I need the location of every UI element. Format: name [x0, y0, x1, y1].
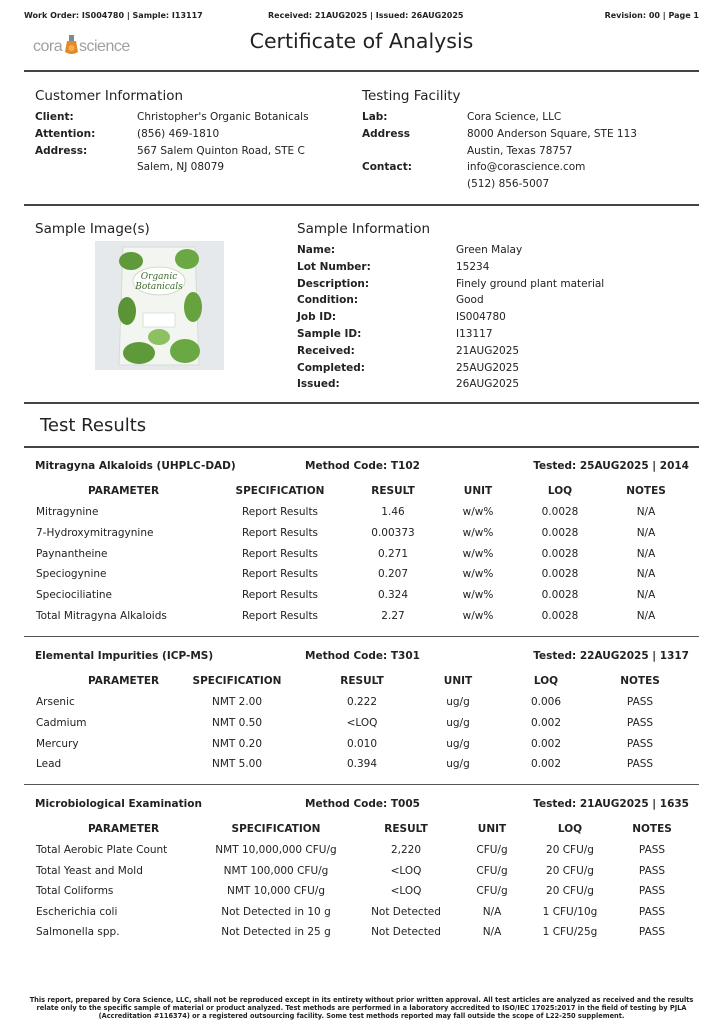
table-cell: Escherichia coli — [36, 905, 118, 918]
test-results-title: Test Results — [40, 415, 147, 436]
customer-field-label: Client: — [35, 111, 74, 123]
table-cell: w/w% — [462, 526, 494, 539]
table-cell: Not Detected in 25 g — [221, 926, 331, 939]
svg-text:science: science — [79, 38, 130, 55]
sample-field-value: 25AUG2025 — [456, 361, 520, 374]
table-cell: PASS — [638, 926, 666, 939]
table-cell: NMT 5.00 — [211, 758, 263, 771]
column-header: UNIT — [477, 823, 507, 835]
received-issued-label: Received: 21AUG2025 | Issued: 26AUG2025 — [268, 11, 464, 20]
sample-field-label: Completed: — [297, 361, 365, 374]
sample-product-image — [95, 241, 224, 370]
sample-field-value: Good — [456, 294, 484, 307]
facility-field-value: Austin, Texas 78757 — [467, 145, 573, 157]
footer-disclaimer: This report, prepared by Cora Science, LLC, shall not be reproduced except in its entirety without prior written approval. All test articles are analyzed as received and the results relate only to the specific sample of material or product analyzed. Test methods are performed in a laboratory accredited to ISO/IEC 17025:2017 in the field of testing by PJLA (Accreditation #116374) or a registered outsourcing facility. Some test methods reported may fall outside the scope of L22-250 supplement. — [29, 996, 694, 1020]
table-cell: Lead — [36, 758, 62, 771]
table-cell: w/w% — [462, 568, 494, 581]
table-cell: N/A — [636, 610, 656, 622]
bag-brand-line2: Botanicals — [135, 282, 183, 292]
table-cell: 0.271 — [377, 547, 409, 560]
table-cell: w/w% — [462, 610, 494, 622]
table-cell: 0.0028 — [541, 547, 579, 560]
table-title: Mitragyna Alkaloids (UHPLC-DAD) — [35, 460, 236, 472]
sample-field-label: Sample ID: — [297, 328, 362, 340]
table-cell: <LOQ — [346, 716, 378, 729]
table-cell: Paynantheine — [36, 547, 108, 560]
column-header: NOTES — [620, 675, 660, 687]
table-cell: 0.0028 — [541, 589, 579, 602]
table-cell: <LOQ — [390, 885, 422, 898]
table-cell: NMT 2.00 — [211, 696, 263, 708]
table-cell: 0.222 — [346, 696, 378, 708]
table-cell: Not Detected — [371, 926, 441, 939]
table-cell: 7-Hydroxymitragynine — [36, 526, 154, 539]
table-cell: Report Results — [241, 589, 319, 602]
customer-field-label: Attention: — [35, 128, 96, 140]
table-cell: Total Aerobic Plate Count — [36, 844, 168, 856]
table-cell: 0.0028 — [541, 506, 579, 518]
table-cell: 2.27 — [381, 610, 405, 622]
column-header: UNIT — [443, 675, 473, 687]
table-cell: ug/g — [446, 696, 470, 708]
column-header: SPECIFICATION — [235, 485, 325, 497]
table-cell: Arsenic — [36, 696, 75, 708]
table-cell: 0.324 — [377, 589, 409, 602]
table-cell: PASS — [638, 844, 666, 856]
table-cell: w/w% — [462, 506, 494, 518]
table-cell: 0.002 — [530, 716, 562, 729]
table-cell: w/w% — [462, 589, 494, 602]
table-cell: 0.0028 — [541, 526, 579, 539]
table-cell: N/A — [636, 568, 656, 581]
method-code: Method Code: T301 — [305, 650, 420, 662]
sample-info-title: Sample Information — [297, 221, 431, 237]
divider — [24, 204, 699, 206]
table-cell: N/A — [482, 926, 502, 939]
column-header: UNIT — [463, 485, 493, 497]
table-cell: Speciogynine — [36, 568, 107, 581]
table-cell: N/A — [636, 506, 656, 518]
svg-text:cora: cora — [33, 38, 63, 55]
column-header: PARAMETER — [88, 675, 160, 687]
table-cell: PASS — [638, 864, 666, 877]
table-cell: 20 CFU/g — [546, 864, 594, 877]
sample-field-value: I13117 — [456, 328, 493, 340]
customer-field-value: (856) 469-1810 — [137, 128, 220, 140]
table-cell: PASS — [626, 696, 654, 708]
sample-field-label: Issued: — [297, 378, 340, 391]
table-cell: PASS — [638, 905, 666, 918]
column-header: SPECIFICATION — [231, 823, 321, 835]
facility-field-label: Contact: — [362, 161, 412, 173]
table-cell: N/A — [482, 905, 502, 918]
bag-brand-line1: Organic — [140, 272, 178, 282]
table-cell: CFU/g — [476, 844, 508, 856]
sample-field-label: Condition: — [297, 294, 359, 307]
sample-field-label: Name: — [297, 244, 336, 256]
table-title: Elemental Impurities (ICP-MS) — [35, 650, 214, 662]
table-cell: 2,220 — [390, 844, 422, 856]
table-cell: NMT 100,000 CFU/g — [223, 864, 329, 877]
table-cell: 0.394 — [346, 758, 378, 771]
customer-info-title: Customer Information — [35, 88, 184, 104]
table-cell: 0.010 — [346, 737, 378, 750]
table-cell: ug/g — [446, 758, 470, 771]
table-cell: NMT 10,000,000 CFU/g — [215, 844, 337, 856]
sample-field-value: 21AUG2025 — [456, 344, 520, 357]
table-cell: ug/g — [446, 737, 470, 750]
column-header: NOTES — [632, 823, 672, 835]
table-cell: Speciociliatine — [36, 589, 113, 602]
facility-field-value: (512) 856-5007 — [467, 178, 550, 190]
table-cell: 0.207 — [377, 568, 409, 581]
sample-field-value: 26AUG2025 — [456, 378, 520, 391]
table-cell: N/A — [636, 526, 656, 539]
table-cell: 0.0028 — [541, 610, 579, 622]
table-cell: Mitragynine — [36, 506, 99, 518]
table-cell: NMT 0.20 — [211, 737, 263, 750]
table-cell: PASS — [638, 885, 666, 898]
facility-field-value: 8000 Anderson Square, STE 113 — [467, 128, 637, 140]
sample-field-label: Received: — [297, 344, 355, 357]
testing-facility-title: Testing Facility — [362, 88, 461, 104]
table-cell: Total Yeast and Mold — [36, 864, 143, 877]
table-cell: Report Results — [241, 506, 319, 518]
customer-field-value: Christopher's Organic Botanicals — [137, 111, 309, 123]
revision-label: Revision: 00 | Page 1 — [604, 11, 699, 20]
table-cell: 0.006 — [530, 696, 562, 708]
sample-field-value: Finely ground plant material — [456, 277, 605, 290]
column-header: PARAMETER — [88, 485, 160, 497]
method-code: Method Code: T005 — [305, 798, 420, 810]
column-header: LOQ — [557, 823, 583, 835]
sample-field-label: Lot Number: — [297, 260, 371, 273]
facility-field-label: Lab: — [362, 111, 388, 123]
table-title: Microbiological Examination — [35, 798, 202, 810]
divider — [24, 70, 699, 72]
table-cell: Total Coliforms — [36, 885, 114, 898]
table-cell: 1 CFU/10g — [542, 905, 598, 918]
table-cell: 1.46 — [381, 506, 405, 518]
table-cell: 0.002 — [530, 737, 562, 750]
table-cell: Report Results — [241, 610, 319, 622]
table-cell: Report Results — [241, 568, 319, 581]
table-cell: NMT 10,000 CFU/g — [226, 885, 325, 898]
facility-field-value: info@corascience.com — [467, 161, 586, 173]
table-cell: Total Mitragyna Alkaloids — [36, 610, 167, 622]
table-cell: w/w% — [462, 547, 494, 560]
table-cell: Report Results — [241, 526, 319, 539]
divider — [24, 402, 699, 404]
table-cell: N/A — [636, 547, 656, 560]
method-code: Method Code: T102 — [305, 460, 420, 472]
sample-field-value: Green Malay — [456, 244, 523, 256]
sample-image-title: Sample Image(s) — [35, 221, 150, 237]
table-cell: CFU/g — [476, 864, 508, 877]
table-cell: 0.002 — [530, 758, 562, 771]
table-cell: Not Detected in 10 g — [221, 905, 331, 918]
table-cell: CFU/g — [476, 885, 508, 898]
column-header: SPECIFICATION — [192, 675, 282, 687]
table-cell: Report Results — [241, 547, 319, 560]
customer-field-value: Salem, NJ 08079 — [137, 161, 225, 173]
table-cell: PASS — [626, 737, 654, 750]
tested-date: Tested: 21AUG2025 | 1635 — [533, 798, 689, 810]
sample-field-value: IS004780 — [456, 311, 506, 324]
table-cell: Mercury — [36, 737, 79, 750]
tested-date: Tested: 22AUG2025 | 1317 — [533, 650, 689, 662]
customer-field-value: 567 Salem Quinton Road, STE C — [137, 145, 305, 157]
divider — [24, 446, 699, 448]
table-cell: 0.0028 — [541, 568, 579, 581]
table-cell: N/A — [636, 589, 656, 602]
column-header: RESULT — [371, 485, 415, 497]
table-cell: PASS — [626, 758, 654, 771]
column-header: RESULT — [384, 823, 428, 835]
column-header: NOTES — [626, 485, 666, 497]
sample-field-value: 15234 — [456, 260, 490, 273]
work-order-label: Work Order: IS004780 | Sample: I13117 — [24, 11, 203, 20]
divider — [24, 784, 699, 785]
table-cell: PASS — [626, 716, 654, 729]
table-cell: 20 CFU/g — [546, 885, 594, 898]
column-header: LOQ — [533, 675, 559, 687]
table-cell: 1 CFU/25g — [542, 926, 598, 939]
facility-field-label: Address — [362, 128, 410, 140]
tested-date: Tested: 25AUG2025 | 2014 — [533, 460, 689, 472]
table-cell: Not Detected — [371, 905, 441, 918]
table-cell: NMT 0.50 — [211, 716, 263, 729]
column-header: PARAMETER — [88, 823, 160, 835]
divider — [24, 636, 699, 637]
table-cell: ug/g — [446, 716, 470, 729]
sample-field-label: Job ID: — [297, 311, 337, 324]
table-cell: 20 CFU/g — [546, 844, 594, 856]
table-cell: <LOQ — [390, 864, 422, 877]
sample-field-label: Description: — [297, 277, 370, 290]
column-header: RESULT — [340, 675, 384, 687]
table-cell: Cadmium — [36, 716, 87, 729]
customer-field-label: Address: — [35, 145, 88, 157]
column-header: LOQ — [547, 485, 573, 497]
table-cell: Salmonella spp. — [36, 926, 120, 939]
document-title: Certificate of Analysis — [249, 29, 474, 53]
facility-field-value: Cora Science, LLC — [467, 111, 562, 123]
table-cell: 0.00373 — [371, 526, 415, 539]
